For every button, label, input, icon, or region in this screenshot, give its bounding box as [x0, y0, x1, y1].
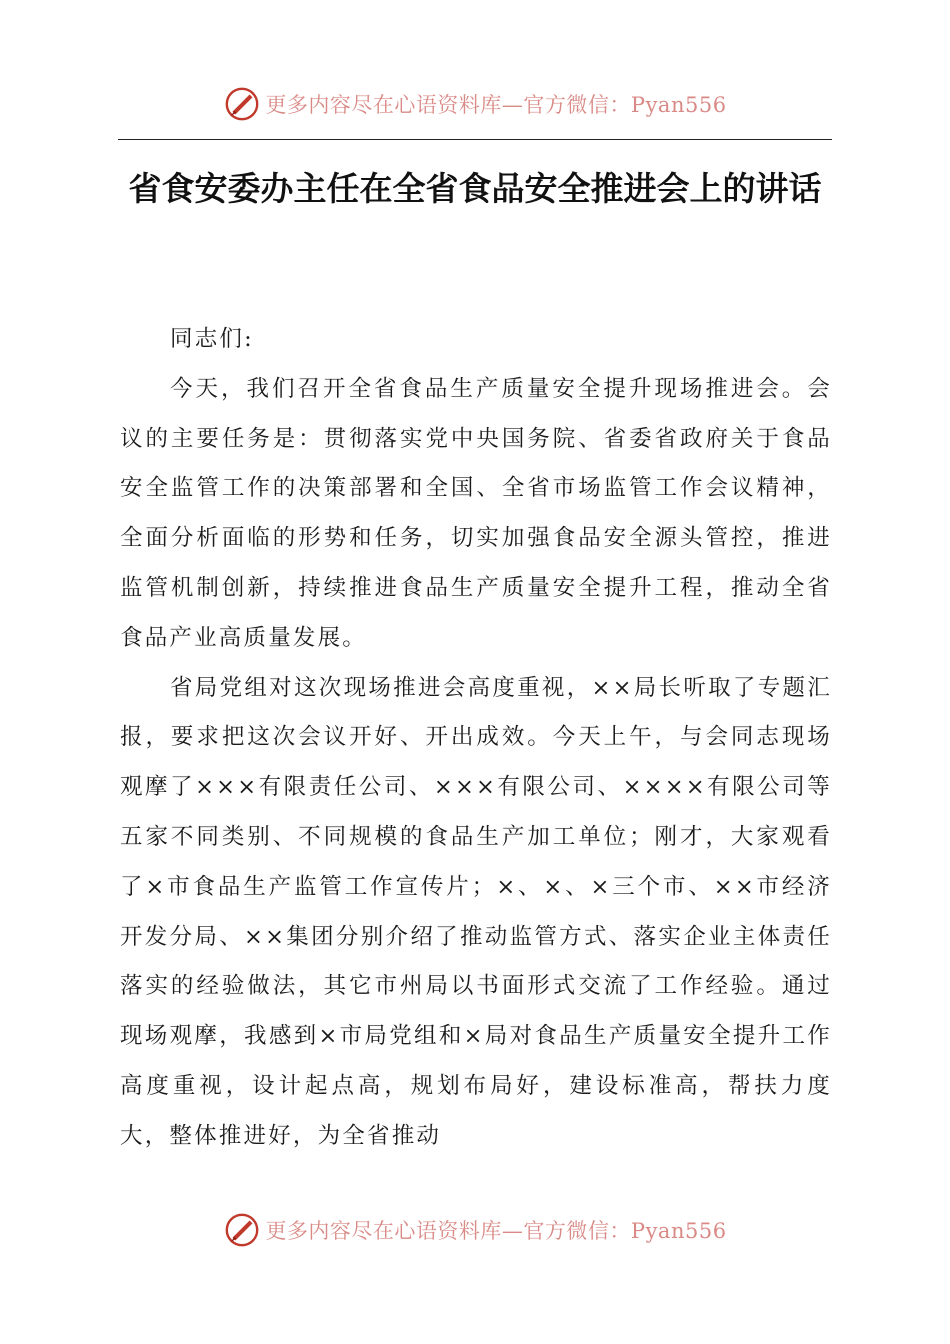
header-divider — [118, 139, 832, 140]
document-body — [120, 315, 832, 1162]
paragraph: 省局党组对这次现场推进会高度重视，××局长听取了专题汇报，要求把这次会议开好、开出成效。今天上午，与会同志现场观摩了×××有限责任公司、×××有限公司、××××有限公司等五家不同类别、不同规模的食品生产加工单位；刚才，大家观看了×市食品生产监管工作宣传片；×、×、×三个市、××市经济开发分局、××集团分别介绍了推动监管方式、落实企业主体责任落实的经验做法，其它市州局以书面形式交流了工作经验。通过现场观摩，我感到×市局党组和×局对食品生产质量安全提升工作高度重视，设计起点高，规划布局好，建设标准高，帮扶力度大，整体推进好，为全省推动 — [120, 674, 832, 1149]
document-title: 省食安委办主任在全省食品安全推进会上的讲话 — [128, 169, 822, 208]
paragraph: 今天，我们召开全省食品生产质量安全提升现场推进会。会议的主要任务是：贯彻落实党中央国务院、省委省政府关于食品安全监管工作的决策部署和全国、全省市场监管工作会议精神，全面分析面临的形势和任务，切实加强食品安全源头管控，推进监管机制创新，持续推进食品生产质量安全提升工程，推动全省食品产业高质量发展。 — [120, 375, 832, 651]
footer-banner — [0, 1208, 950, 1252]
pen-logo-icon — [223, 85, 261, 123]
banner-text: 更多内容尽在心语资料库—官方微信：Pyan556 — [265, 1219, 727, 1243]
header-banner — [0, 82, 950, 126]
salutation: 同志们: — [170, 326, 254, 352]
banner-text: 更多内容尽在心语资料库—官方微信：Pyan556 — [265, 93, 727, 117]
pen-logo-icon — [223, 1211, 261, 1249]
